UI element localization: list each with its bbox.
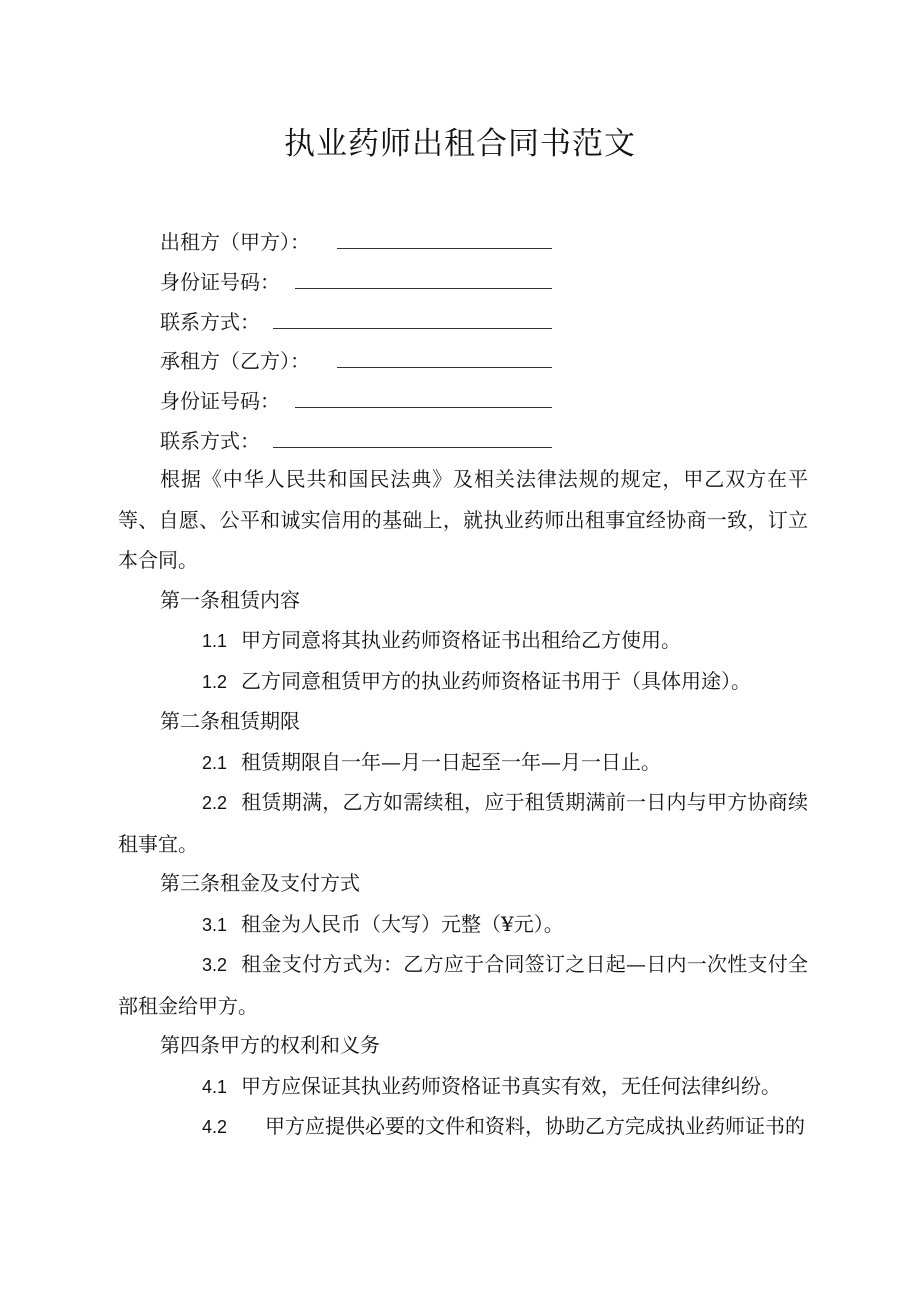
lessee-name-label: 承租方（乙方）： xyxy=(160,349,310,373)
lessee-id-blank[interactable] xyxy=(295,407,552,408)
lessor-contact-label: 联系方式： xyxy=(160,310,260,334)
lessor-name-field xyxy=(160,227,310,257)
clause-text: 租金支付方式为：乙方应于合同签订之日起—日内一次性支付全部租金给甲方。 xyxy=(118,952,808,1018)
clause-number: 2.2 xyxy=(202,793,228,813)
lessee-id-label: 身份证号码： xyxy=(160,389,280,413)
clause-3-1 xyxy=(118,904,808,946)
clause-text: 租赁期限自一年—月一日起至一年—月一日止。 xyxy=(241,750,662,774)
article-2-heading: 第二条租赁期限 xyxy=(160,709,300,733)
clause-4-1 xyxy=(118,1066,808,1108)
lessor-name-blank[interactable] xyxy=(337,248,552,249)
clause-number: 3.1 xyxy=(202,915,228,935)
lessor-name-label: 出租方（甲方）： xyxy=(160,230,310,254)
clause-number: 4.1 xyxy=(202,1077,228,1097)
lessee-contact-field xyxy=(160,426,260,456)
article-1-heading: 第一条租赁内容 xyxy=(160,588,300,612)
clause-number: 4.2 xyxy=(202,1117,228,1137)
clause-text: 租金为人民币（大写）元整（¥元）。 xyxy=(241,912,564,936)
clause-4-2 xyxy=(118,1106,808,1148)
clause-number: 2.1 xyxy=(202,753,228,773)
clause-2-2 xyxy=(118,782,808,864)
article-4-heading: 第四条甲方的权利和义务 xyxy=(160,1033,380,1057)
page-title: 执业药师出租合同书范文 xyxy=(284,126,636,162)
lessee-contact-blank[interactable] xyxy=(273,447,552,448)
lessee-contact-label: 联系方式： xyxy=(160,429,260,453)
clause-text: 甲方应提供必要的文件和资料，协助乙方完成执业药师证书的 xyxy=(265,1114,806,1138)
lessor-id-label: 身份证号码： xyxy=(160,270,280,294)
lessor-id-field xyxy=(160,267,280,297)
clause-number: 3.2 xyxy=(202,955,228,975)
lessor-contact-field xyxy=(160,307,260,337)
clause-text: 甲方应保证其执业药师资格证书真实有效，无任何法律纠纷。 xyxy=(241,1074,782,1098)
clause-2-1 xyxy=(118,742,808,784)
clause-text: 租赁期满，乙方如需续租，应于租赁期满前一日内与甲方协商续租事宜。 xyxy=(118,790,808,856)
clause-text: 甲方同意将其执业药师资格证书出租给乙方使用。 xyxy=(241,628,682,652)
clause-1-2 xyxy=(118,661,808,703)
lessor-id-blank[interactable] xyxy=(295,288,552,289)
clause-1-1 xyxy=(118,620,808,662)
clause-number: 1.2 xyxy=(202,672,228,692)
lessee-name-field xyxy=(160,346,310,376)
clause-number: 1.1 xyxy=(202,631,228,651)
clause-text: 乙方同意租赁甲方的执业药师资格证书用于（具体用途）。 xyxy=(241,669,752,693)
article-3-heading: 第三条租金及支付方式 xyxy=(160,871,360,895)
lessor-contact-blank[interactable] xyxy=(273,328,552,329)
intro-paragraph: 根据《中华人民共和国民法典》及相关法律法规的规定，甲乙双方在平等、自愿、公平和诚实信用的基础上，就执业药师出租事宜经协商一致，订立本合同。 xyxy=(118,467,808,572)
lessee-name-blank[interactable] xyxy=(337,367,552,368)
lessee-id-field xyxy=(160,386,280,416)
clause-3-2 xyxy=(118,944,808,1026)
